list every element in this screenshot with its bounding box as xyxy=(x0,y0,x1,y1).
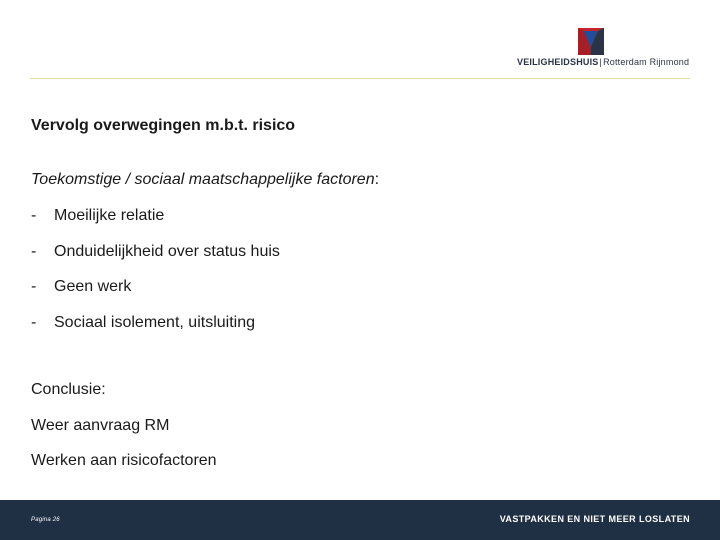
veiligheidshuis-logo xyxy=(517,28,692,70)
logo-wordmark xyxy=(517,57,689,68)
conclusion-item: Werken aan risicofactoren xyxy=(31,452,217,469)
header-divider xyxy=(30,78,690,79)
conclusion-list xyxy=(31,380,217,487)
logo-brand-light: Rotterdam Rijnmond xyxy=(603,57,690,67)
subtitle-italic: Toekomstige / sociaal maatschappelijke factoren xyxy=(31,171,375,188)
slide-title: Vervolg overwegingen m.b.t. risico xyxy=(31,117,296,134)
factor-item xyxy=(31,206,280,242)
factor-item xyxy=(31,277,280,313)
factor-text: Sociaal isolement, uitsluiting xyxy=(54,313,255,331)
factor-item xyxy=(31,242,280,278)
slide-subtitle xyxy=(31,171,379,189)
subtitle-suffix: : xyxy=(374,171,380,188)
bullet-dash: - xyxy=(31,242,37,260)
factor-text: Moeilijke relatie xyxy=(54,207,165,224)
factor-list xyxy=(31,206,280,348)
conclusion-heading: Conclusie: xyxy=(31,381,106,398)
page-number: Pagina 26 xyxy=(31,517,60,523)
factor-text: Onduidelijkheid over status huis xyxy=(54,242,280,260)
conclusion-item: Weer aanvraag RM xyxy=(31,416,170,434)
bullet-dash: - xyxy=(31,207,37,224)
logo-separator: | xyxy=(599,57,603,67)
logo-brand-strong: VEILIGHEIDSHUIS xyxy=(517,57,599,67)
factor-item xyxy=(31,313,280,349)
bullet-dash: - xyxy=(31,278,37,295)
footer-slogan: VASTPAKKEN EN NIET MEER LOSLATEN xyxy=(499,514,690,524)
bullet-dash: - xyxy=(31,313,37,331)
footer-bar xyxy=(0,500,720,540)
veiligheidshuis-logo-mark-icon xyxy=(578,28,604,55)
factor-text: Geen werk xyxy=(54,278,132,295)
